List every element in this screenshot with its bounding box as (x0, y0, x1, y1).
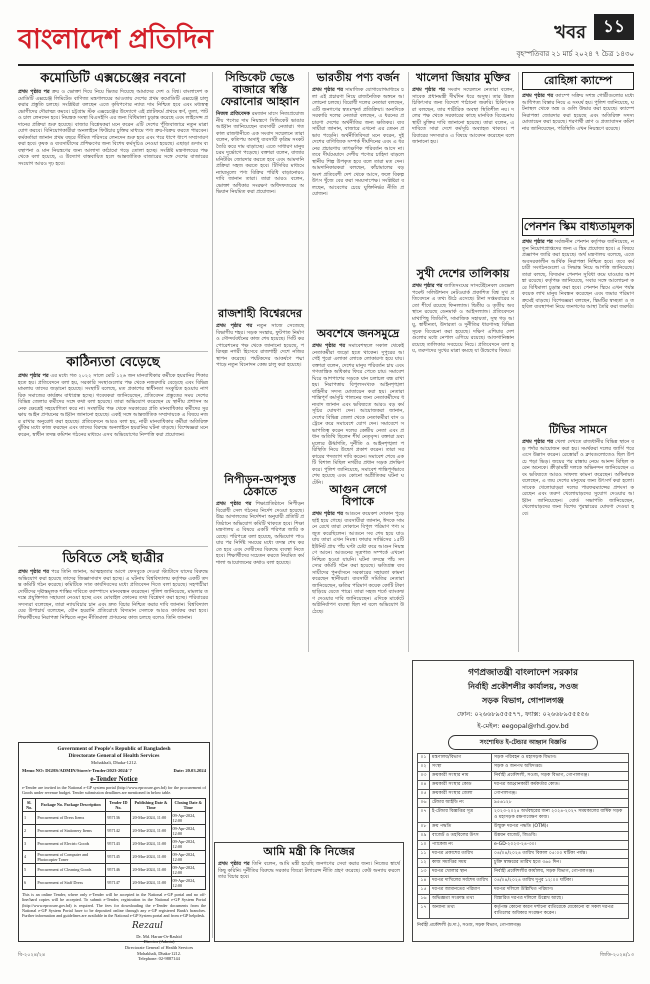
article-happiness[interactable] (412, 268, 514, 652)
notice-gov: গণপ্রজাতন্ত্রী বাংলাদেশ সরকার (468, 668, 578, 678)
cell: ১২ (418, 859, 430, 868)
table-row (418, 808, 629, 823)
article-body (216, 111, 304, 196)
cell: ক্রয়কারী সংস্থার নাম (430, 772, 492, 781)
tender-col-publish: Publishing Date & Time (131, 798, 171, 811)
headline: আমি মন্ত্রী কি নিজের (263, 845, 355, 858)
column-divider (408, 72, 409, 652)
tender-address: Mohakhali, Dhaka-1212. (90, 760, 138, 765)
cell: মন্ত্রণালয়/বিভাগ (430, 754, 492, 763)
newspaper-logo[interactable] (18, 18, 213, 62)
article-text: ক্যাম্পে সক্রিয় সশস্ত্র গোষ্ঠীগুলোর মধ্যে আধিপত্য বিস্তার নিয়ে এ সংঘর্ষ হয়। পুলিশ জানিয়েছে, ঘটনাস্থল থেকে অস্ত্র ও গুলি উদ্ধার করা হয়েছে। ক্যাম্পে নিরাপত্তা জোরদার করা হয়েছে এবং অতিরিক্ত সদস্য মোতায়েন করা হয়েছে। শরণার্থী ত্রাণ ও প্রত্যাবাসন কমিশনার জানিয়েছেন, পরিস্থিতি এখন নিয়ন্ত্রণে রয়েছে। (522, 93, 635, 132)
article-lead: নিজস্ব প্রতিবেদক (216, 111, 250, 118)
tender-memo: Memo NO: DGHS/ADMIN/Store/e-Tender/2023-2024/ 7 (22, 768, 132, 773)
headline: কাঠিন্যতা বেড়েছে (66, 355, 160, 370)
cell: ১০ (418, 841, 430, 850)
article-text: সংবাদ সম্মেলনে নেতারা বলেন, সাবেক প্রধানমন্ত্রী দীর্ঘদিন ধরে অসুস্থ। তার উন্নত চিকিৎসার জন্য বিদেশে পাঠানো জরুরি। চিকিৎসকরা বলছেন, তার শারীরিক অবস্থা স্থিতিশীল নয়। দলের পক্ষ থেকে সরকারের কাছে মানবিক বিবেচনায় স্থায়ী মুক্তির দাবি জানানো হয়েছে। তারা বলেন, এ দাবিতে সারা দেশে কর্মসূচি অব্যাহত থাকবে। পরিবারের সদস্যরাও এ বিষয়ে আবেদন করেছেন বলে জানানো হয়। (412, 87, 514, 146)
column-divider (308, 72, 309, 652)
article-body (216, 323, 304, 369)
cell: ০৪/০৪/২০২৪ তারিখ দুপুর ১২:০০ ঘটিকা। (492, 877, 629, 886)
cell: ক্রয়কারী সংস্থার জেলা (430, 790, 492, 799)
tender-col-id: Tender ID No. (106, 798, 131, 811)
article-text: জাতিসংঘের সাসটেইনেবল ডেভেলপমেন্ট সলিউশনস নেটওয়ার্ক প্রকাশিত বিশ্ব সুখ প্রতিবেদনে এ তথ্য উঠে এসেছে। টানা সপ্তমবারের মতো শীর্ষে রয়েছে ফিনল্যান্ড। দ্বিতীয় ও তৃতীয় অবস্থানে রয়েছে ডেনমার্ক ও আইসল্যান্ড। প্রতিবেদনে মাথাপিছু জিডিপি, সামাজিক সহায়তা, সুস্থ গড় আয়ু, স্বাধীনতা, উদারতা ও দুর্নীতির ধারণাসহ বিভিন্ন সূচক বিবেচনা করা হয়েছে। দক্ষিণ এশিয়ার দেশগুলোর মধ্যে নেপাল এগিয়ে রয়েছে। আফগানিস্তান রয়েছে তালিকার সবচেয়ে নিচে। প্রতিবেদনে বলা হয়, তরুণদের সুখের মাত্রা কমছে যা উদ্বেগের বিষয়। (412, 283, 514, 355)
cell: অভিজ্ঞতা সংক্রান্ত তথ্য (430, 895, 492, 904)
article-text: খেলা দেখতে রাজধানীর বিভিন্ন স্থানে বড় পর্দার আয়োজন করা হয়। সমর্থকরা দলের জার্সি পরে এসে উল্লাস করেন। রেস্তোরাঁ ও ক্লাবগুলোতেও ছিল উপচে পড়া ভিড়। জয়ের পর রাস্তায় নেমে আনন্দ মিছিল করেন অনেকে। ক্রীড়ামন্ত্রী দলকে অভিনন্দন জানিয়েছেন এবং ভবিষ্যতে আরও সাফল্য কামনা করেছেন। অধিনায়ক বলেছেন, এ জয় দেশের মানুষের জন্য উৎসর্গ করা হলো। সাবেক খেলোয়াড়রা দলের পারফরম্যান্সের প্রশংসা করেছেন এবং তরুণ খেলোয়াড়দের সুযোগ দেওয়ার আহ্বান জানিয়েছেন। বোর্ড সভাপতি জানিয়েছেন, খেলোয়াড়দের জন্য বিশেষ পুরস্কারের ঘোষণা দেওয়া হবে। (522, 439, 635, 517)
tender-col-package: Package No. Package Description (36, 798, 106, 811)
cell: ০৭ (418, 808, 430, 823)
article-fire[interactable] (312, 484, 404, 652)
article-rajshahi[interactable] (216, 308, 304, 468)
table-row (23, 876, 206, 889)
cell: 20-Mar-2024, 11:00 (131, 863, 171, 876)
table-row (418, 850, 629, 859)
cell: 957145 (106, 850, 131, 863)
cell: 957146 (106, 863, 131, 876)
cell: ১৩ (418, 868, 430, 877)
cell: ০৮ (418, 823, 430, 832)
article-syndicate[interactable] (216, 72, 304, 302)
cell: Procurement of Stationery Items (36, 824, 106, 837)
article-hardship[interactable] (18, 356, 208, 542)
cell: দরপত্র দাখিলের সর্বশেষ তারিখ (430, 877, 492, 886)
table-row (418, 772, 629, 781)
article-student-db[interactable] (18, 552, 208, 737)
cell: e-GD-২০২৩-২৪-৩০। (492, 841, 629, 850)
dateline: বৃহস্পতিবার ২১ মার্চ ২০২৪ ৭ চৈত্র ১৪৩০ (516, 50, 634, 58)
signer-name: Dr. Md. Harun-Or-Rashid (136, 933, 182, 939)
article-lead: প্রথম পৃষ্ঠার পর (216, 501, 252, 508)
column-divider (212, 72, 213, 938)
article-lead: প্রথম পৃষ্ঠার পর (216, 323, 253, 330)
cell: 4 (23, 850, 36, 863)
cell: ০৪ (418, 781, 430, 790)
signer-org: Directorate General of Health Services (124, 945, 194, 951)
table-row (418, 799, 629, 808)
cell: বাজেট ও তহবিলের উৎস (430, 832, 492, 841)
cell: 09-Apr-2024, 12:00 (171, 850, 205, 863)
table-row (418, 859, 629, 868)
cell: দরপত্র জামানতের পরিমাণ (430, 886, 492, 895)
table-row (418, 832, 629, 841)
cell: গোপালগঞ্জ। (492, 790, 629, 799)
page-footer (18, 952, 634, 960)
cell: 5 (23, 863, 36, 876)
table-row (23, 837, 206, 850)
cell: কাজ সমাপ্তির সময় (430, 859, 492, 868)
section-name: খবর (554, 22, 586, 43)
cell: ০৪/০৪/২০২৪ তারিখ বিকাল ০৫:০০ ঘটিকা পর্যন্ত। (492, 850, 629, 859)
cell: ১৫ (418, 886, 430, 895)
headline: কমোডিটি এক্সচেঞ্জের নবনো (40, 71, 186, 86)
table-row (418, 823, 629, 832)
cell: ক্রয়কারী সংস্থার কোড (430, 781, 492, 790)
cell: ০৩ (418, 772, 430, 781)
headline: রাজশাহী বিশ্বেরদের (218, 307, 302, 320)
article-harassment[interactable] (216, 474, 304, 652)
tender-date: Date: 20.03.2024 (173, 768, 206, 773)
cell: টেন্ডার আইডি নং (430, 799, 492, 808)
headline: ভারতীয় পণ্য বর্জন (316, 71, 400, 84)
article-divider (18, 351, 208, 352)
signer-address: Mohakhali, Dhaka-1212. (136, 950, 182, 956)
notice-division: সড়ক বিভাগ, গোপালগঞ্জ (481, 696, 565, 705)
article-text: সামাজিক যোগাযোগমাধ্যমে চলা এই প্রচারণা নিয়ে রাজনৈতিক অঙ্গনে আলোচনা চলছে। বিরোধী দলের নেতারা বলছেন, এটি জনগণের স্বতঃস্ফূর্ত প্রতিক্রিয়া। অন্যদিকে সরকারি দলের নেতারা বলছেন, এ ধরনের প্রচারণা দেশের অর্থনীতির জন্য ক্ষতিকর। ব্যবসায়ীরা জানান, বাজারে এখনো এর তেমন প্রভাব পড়েনি। অর্থনীতিবিদরা মনে করেন, দুই দেশের বাণিজ্যিক সম্পর্ক দীর্ঘদিনের এবং এ ধরনের প্রচারণায় তাৎক্ষণিক পরিবর্তন আসে না। তবে দীর্ঘমেয়াদে দেশীয় পণ্যের চাহিদা বাড়লে স্থানীয় শিল্প উপকৃত হবে বলে তারা মত দেন। আমদানিকারকরা বলছেন, কাঁচামালের বড় অংশ প্রতিবেশী দেশ থেকে আসে, ফলে বিকল্প উৎস খুঁজে বের করা সময়সাপেক্ষ। সংশ্লিষ্টরা বলছেন, আবেগের চেয়ে যুক্তিনির্ভর নীতি প্রয়োজন। (312, 87, 404, 198)
article-minister[interactable] (214, 842, 404, 942)
cell: Procurement of Staff Dress (36, 876, 106, 889)
tender-table (22, 798, 206, 890)
article-text: এর মধ্যে গত ২০২২ সালে মোট ১২৬ জন মানবাধিকার কর্মীকে হয়রানির শিকার হতে হয়। প্রতিবেদনে বলা হয়, সরকারি সংস্থাগুলোর পক্ষ থেকে নজরদারি বেড়েছে এবং বিভিন্ন মামলায় তাদের জড়ানো হয়েছে। সংস্থাটি বলেছে, মত প্রকাশের স্বাধীনতা সংকুচিত হওয়ায় নাগরিক সমাজের কার্যক্রম বাধাগ্রস্ত হচ্ছে। গবেষকরা জানিয়েছেন, প্রতিবেদন প্রস্তুতের সময় দেশের বিভিন্ন জেলার কর্মীদের সঙ্গে কথা বলা হয়েছে। তারা অভিযোগ করেছেন যে স্থানীয় প্রশাসন অনেক ক্ষেত্রেই সহযোগিতা করে না। সংস্থাটির পক্ষ থেকে সরকারের প্রতি মানবাধিকার কর্মীদের সুরক্ষায় আইন প্রণয়নের আহ্বান জানানো হয়েছে। একই সঙ্গে আন্তর্জাতিক সম্প্রদায়কে এ বিষয়ে নজর রাখার অনুরোধ করা হয়েছে। প্রতিবেদনে আরও বলা হয়, নারী মানবাধিকার কর্মীরা অতিরিক্ত ঝুঁকির মধ্যে কাজ করছেন এবং তাদের বিরুদ্ধে অনলাইনে হয়রানির ঘটনা বাড়ছে। বিশেষজ্ঞরা মনে করেন, স্বাধীন তদন্ত কমিশন গঠনের মাধ্যমে এসব অভিযোগের নিষ্পত্তি করা প্রয়োজন। (18, 373, 208, 438)
cell: 09-Apr-2024, 12:00 (171, 876, 205, 889)
cell: 09-Apr-2024, 12:00 (171, 824, 205, 837)
government-tender-notice[interactable] (412, 660, 634, 942)
cell: 957147 (106, 876, 131, 889)
cell: ১৪ (418, 877, 430, 886)
tender-title: e-Tender Notice (90, 775, 138, 783)
headline: রোহিঙ্গা ক্যাম্পে (522, 72, 634, 90)
article-body (522, 93, 634, 132)
table-row (418, 790, 629, 799)
cell: 09-Apr-2024, 12:00 (171, 837, 205, 850)
headline: সিন্ডিকেট ভেঙে বাজারে স্বস্তি ফেরানোর আহ্বান (220, 71, 300, 109)
article-lead: প্রথম পৃষ্ঠার পর (312, 511, 343, 518)
article-lead: প্রথম পৃষ্ঠার পর (412, 87, 445, 94)
cell: উন্নয়ন বাজেট, জিওবি। (492, 832, 629, 841)
article-text: নতুন সাজে সেজেছে বিভাগীয় শহর। সড়ক সংস্কার, ফুটপাত নির্মাণ ও সৌন্দর্যবর্ধনের কাজ শেষ হয়েছে। সিটি করপোরেশনের পক্ষ থেকে জানানো হয়েছে, পরিচ্ছন্ন নগরী হিসেবে রাজশাহী দেশে নজির স্থাপন করেছে। পর্যটকদের আকর্ষণে পদ্মা পাড়ে নতুন বিনোদন কেন্দ্র চালু করা হয়েছে। (216, 323, 304, 369)
footer-left: বি-২০২৪/২৪ (18, 952, 46, 958)
cell: প্যাকেজ নং (430, 841, 492, 850)
article-body (216, 501, 304, 566)
table-row (418, 895, 629, 904)
page-number: ১১ (594, 14, 634, 40)
article-lead: প্রথম পৃষ্ঠার পর (522, 439, 554, 446)
article-text: ক্রয় ও ভোক্তা দিয়ে নিয়ে ভিতর দিয়েছে আমাদের দেশ ও বিশ্ব। বাংলাদেশ কমোডিটি এক্সচেঞ্জ লিমিটেড বাণিজ্য মন্ত্রণালয়ের আওতায় দেশের প্রথম কমোডিটি এক্সচেঞ্জ চালু করার প্রস্তুতি চলছে। সংশ্লিষ্টরা বলছেন এতে কৃষিপণ্যের ন্যায্য দাম নিশ্চিত হবে এবং মধ্যস্বত্বভোগীদের দৌরাত্ম্য কমবে। চট্টগ্রাম স্টক এক্সচেঞ্জের উদ্যোগে এই প্ল্যাটফর্মে প্রথমে স্বর্ণ, তুলা, পাট ও চাল লেনদেন হবে। নিয়ন্ত্রক সংস্থা বিএসইসি এর জন্য বিধিমালা চূড়ান্ত করেছে এবং লাইসেন্স প্রদানের প্রক্রিয়া শুরু হয়েছে। বাজার বিশ্লেষকরা মনে করেন এটি দেশের পুঁজিবাজারে নতুন মাত্রা যোগ করবে। বিনিয়োগকারীরা অনলাইনে ফিউচার চুক্তির মাধ্যমে পণ্য ক্রয়-বিক্রয় করতে পারবেন। কর্মকর্তারা জানান প্রথম বছরে সীমিত পরিসরে লেনদেন শুরু হবে এবং পরে ধাপে ধাপে সম্প্রসারণ করা হবে। কৃষক ও ব্যবসায়ীদের প্রশিক্ষণের জন্য বিশেষ কর্মসূচিও নেওয়া হয়েছে। এছাড়া গুদাম ব্যবস্থাপনা ও মান নিয়ন্ত্রণের জন্য আলাদা কাঠামো গড়ে তোলা হচ্ছে। সংশ্লিষ্ট মন্ত্রণালয়ের পক্ষ থেকে বলা হয়েছে, এ উদ্যোগ বাস্তবায়িত হলে আন্তর্জাতিক বাজারের সঙ্গে দেশের বাজারের সংযোগ আরও দৃঢ় হবে। (18, 89, 208, 167)
cell: দরপত্র দলিলে উল্লিখিত পরিমাণ। (492, 886, 629, 895)
table-row (418, 754, 629, 763)
table-row (418, 781, 629, 790)
cell: ০১ (418, 754, 430, 763)
cell: ০৬ (418, 799, 430, 808)
cell: সড়ক ও জনপথ অধিদপ্তর। (492, 763, 629, 772)
table-row (418, 904, 629, 919)
cell: অন্যান্য তথ্য (430, 904, 492, 919)
headline: টিভির সামনে (549, 423, 607, 436)
tender-col-sl: Sl. No. (23, 798, 36, 811)
cell: ৯৫৬১২৮ (492, 799, 629, 808)
cell: বিস্তারিত দরপত্র দলিলে উল্লেখ আছে। (492, 895, 629, 904)
masthead (18, 8, 634, 66)
table-row (418, 877, 629, 886)
headline: অবশেষে জনসমুদ্রে (316, 327, 400, 340)
article-rohingya[interactable] (522, 72, 634, 212)
article-text: তিনি বলেন, আমি মন্ত্রী হয়েছি জনগণের সেবা করার জন্য। নিজের স্বার্থে কিছু করিনি। দুর্নীতির বিরুদ্ধে সরকার জিরো টলারেন্স নীতি গ্রহণ করেছে। কেউ অন্যায় করলে তার বিচার হবে। (218, 861, 400, 881)
cell: 957142 (106, 824, 131, 837)
article-body (18, 373, 208, 438)
cell: 1 (23, 811, 36, 824)
cell: দরপত্র প্রকাশের তারিখ (430, 850, 492, 859)
headline: আগুন লেগে বিপাকে (329, 483, 387, 509)
cell: ২০২৩-২০২৪ অর্থবছরের জন্য ২০২৪-২০২৭ সময়কালের বার্ষিক সড়ক ও মহাসড়ক রক্ষণাবেক্ষণ কাজ। (492, 808, 629, 823)
cell: 957136 (106, 811, 131, 824)
cell: নির্বাহী প্রকৌশলীর কার্যালয়, সড়ক বিভাগ, গোপালগঞ্জ। (492, 868, 629, 877)
cell: 957143 (106, 837, 131, 850)
article-text: রমজান মাসে নিত্যপ্রয়োজনীয় পণ্যের দাম নিয়ন্ত্রণে সিন্ডিকেট ভাঙার আহ্বান জানিয়েছেন ব্যবসায়ী নেতারা। গতকাল রাজধানীতে এক সংবাদ সম্মেলনে তারা বলেন, কতিপয় অসাধু ব্যবসায়ী কৃত্রিম সংকট তৈরি করে দাম বাড়াচ্ছে। এতে সাধারণ মানুষ চরম দুর্ভোগে পড়েছে। বক্তারা বলেন, বাজার মনিটরিং জোরদার করতে হবে এবং আমদানি প্রক্রিয়া সহজ করতে হবে। টিসিবির মাধ্যমে ন্যায্যমূল্যে পণ্য বিক্রির পরিধি বাড়ানোরও দাবি জানান তারা। তারা আরও বলেন, ভোক্তা অধিকার সংরক্ষণ অধিদফতরের অভিযান নিয়মিত করা প্রয়োজন। (216, 111, 304, 196)
article-boycott[interactable] (312, 72, 404, 322)
article-rally[interactable] (312, 327, 404, 486)
article-body (18, 569, 208, 621)
article-lead: প্রথম পৃষ্ঠার পর (312, 87, 343, 94)
table-row (418, 841, 629, 850)
cell: চুক্তি স্বাক্ষরের তারিখ হতে ৩৬৫ দিন। (492, 859, 629, 868)
article-lead: প্রথম পৃষ্ঠার পর (18, 569, 50, 576)
notice-badge: সংশোধিত ই-টেন্ডার আহ্বান বিজ্ঞপ্তি (448, 735, 598, 750)
table-row (418, 763, 629, 772)
article-body (312, 511, 404, 615)
cell: Procurement of Computer and Photocopier Toner (36, 850, 106, 863)
cell: 6 (23, 876, 36, 889)
article-body (412, 87, 514, 146)
cell: Procurement of Electric Goods (36, 837, 106, 850)
headline: পেনশন স্কিম বাধ্যতামূলক (522, 218, 634, 236)
cell: ০২ (418, 763, 430, 772)
cell: ০৫ (418, 790, 430, 799)
notice-table (417, 753, 629, 919)
article-khaleda[interactable] (412, 72, 514, 262)
cell: 09-Apr-2024, 12:00 (171, 811, 205, 824)
headline: খালেদা জিয়ার মুক্তির (415, 71, 511, 84)
cell: ০৯ (418, 832, 430, 841)
article-body (218, 861, 400, 881)
article-text: সর্বজনীন পেনশন কর্তৃপক্ষ জানিয়েছে, নতুন নিয়োগপ্রাপ্তদের জন্য এ স্কিম প্রযোজ্য হবে। এ বিষয়ে প্রজ্ঞাপন জারি করা হয়েছে। অর্থ মন্ত্রণালয় বলেছে, এতে অবসরকালীন আর্থিক নিরাপত্তা নিশ্চিত হবে। তবে কর্মচারী সংগঠনগুলো এ সিদ্ধান্ত নিয়ে আপত্তি জানিয়েছে। তারা বলছে, বিদ্যমান পেনশন সুবিধা কমে যাওয়ার আশঙ্কা রয়েছে। কর্তৃপক্ষ জানিয়েছে, সবার সঙ্গে আলোচনা করে বিধিমালা চূড়ান্ত করা হবে। পেনশন স্কিমে এখন পর্যন্ত কয়েক লাখ মানুষ নিবন্ধন করেছেন এবং জমার পরিমাণ ক্রমেই বাড়ছে। বিশেষজ্ঞরা বলছেন, স্কিমটির স্বচ্ছতা ও তহবিল ব্যবস্থাপনা নিয়ে জনগণের আস্থা তৈরি করা জরুরি। (522, 239, 635, 311)
table-row (418, 868, 629, 877)
article-lead: প্রথম পৃষ্ঠার পর (522, 239, 553, 246)
article-body (522, 439, 634, 517)
cell: Procurement of Cleaning Goods (36, 863, 106, 876)
notice-email: ই-মেইল: eegopal@rhd.gov.bd (477, 722, 569, 730)
tender-intro: e-Tender are invited in the National e-GP system portal (http://www.eprocure.gov.bd) for the procurement of Goods under revenue budget. Tender submission deadlines are mentioned in below table. (22, 785, 206, 796)
tender-notes: This is an online Tender, where only e-Tender will be accepted in the National e-GP portal and no off-line/hard copies will be accepted. To submit e-Tender, registration in the National e-GP System Portal (http://www.eprocure.gov.bd) is required. The fees for downloading the e-Tender documents from the National e-GP System Portal have to be deposited online through any e-GP registered Bank's branches. Further information and guidelines are available in the National e-GP System portal and from e-GP helpdesk. (22, 891, 206, 919)
tender-memo-row (22, 768, 206, 773)
article-body (18, 89, 208, 167)
cell: দরপত্র খোলার স্থান (430, 868, 492, 877)
signer-title: Director (Admin) (143, 939, 175, 945)
article-pension[interactable] (522, 218, 634, 418)
article-text: আগুনে কয়েকশ দোকান পুড়ে ছাই হয়ে গেছে। ব্যবসায়ীরা জানান, ঈদকে সামনে রেখে তারা দোকানে বিপুল পরিমাণ পণ্য মজুত করেছিলেন। আগুনে সব শেষ হয়ে যাওয়ায় তারা এখন নিঃস্ব। ফায়ার সার্ভিসের ১৫টি ইউনিট প্রায় পাঁচ ঘণ্টা চেষ্টা করে আগুন নিয়ন্ত্রণে আনে। আগুনের সূত্রপাত সম্পর্কে এখনো নিশ্চিত হওয়া যায়নি। ঘটনা তদন্তে পাঁচ সদস্যের কমিটি গঠন করা হয়েছে। ক্ষতিগ্রস্ত ব্যবসায়ীদের পুনর্বাসনে সরকারের সহায়তা কামনা করেছেন স্থানীয়রা। ব্যবসায়ী সমিতির নেতারা জানিয়েছেন, ক্ষতির পরিমাণ কয়েক কোটি টাকা ছাড়িয়ে যেতে পারে। তারা সহজ শর্তে ব্যাংকঋণ দেওয়ার দাবি জানিয়েছেন। এদিকে মার্কেটে অগ্নিনির্বাপণ ব্যবস্থা ছিল না বলে অভিযোগ উঠেছে। (312, 511, 404, 615)
article-body (312, 87, 404, 198)
cell: নির্বাহী প্রকৌশলী, সওজ, সড়ক বিভাগ, গোপালগঞ্জ। (492, 772, 629, 781)
cell: 20-Mar-2024, 11:00 (131, 824, 171, 837)
article-lead: প্রথম পৃষ্ঠার পর (312, 343, 346, 350)
logo-text: বাংলাদেশ প্রতিদিন (18, 24, 213, 55)
table-row (23, 811, 206, 824)
article-lead: প্রথম পৃষ্ঠার পর (412, 283, 443, 290)
notice-office: নির্বাহী প্রকৌশলীর কার্যালয়, সওজ (467, 682, 579, 691)
table-row (23, 824, 206, 837)
article-lead: প্রথম পৃষ্ঠার পর (18, 373, 49, 380)
footer-right: জিডি-২০২৪/১৩ (600, 952, 634, 958)
article-divider (18, 546, 208, 547)
table-row (23, 850, 206, 863)
signer-phone: Telephone: 02-9887144 (138, 956, 180, 962)
article-text: পরে তিনি জানান, আত্মহত্যার আগে ফেসবুকে দেওয়া স্ট্যাটাসে যাদের বিরুদ্ধে অভিযোগ করা হয়েছে তাদের জিজ্ঞাসাবাদ করা হচ্ছে। এ ঘটনায় বিশ্ববিদ্যালয় কর্তৃপক্ষ একটি তদন্ত কমিটি গঠন করেছে। কমিটিকে সাত কার্যদিবসের মধ্যে প্রতিবেদন দিতে বলা হয়েছে। সহপাঠীরা দোষীদের দৃষ্টান্তমূলক শাস্তির দাবিতে ক্যাম্পাসে মানববন্ধন করেছেন। পুলিশ জানিয়েছে, মামলার তদন্তে প্রযুক্তিগত সহায়তা নেওয়া হচ্ছে এবং মোবাইল ফোনের তথ্য বিশ্লেষণ করা হচ্ছে। পরিবারের সদস্যরা বলেছেন, তারা ন্যায়বিচার চান এবং দ্রুত বিচার নিশ্চিত করার দাবি জানান। বিশ্ববিদ্যালয়ের উপাচার্য বলেছেন, যৌন হয়রানি প্রতিরোধে বিদ্যমান সেলকে আরও কার্যকর করা হবে। শিক্ষার্থীদের নিরাপত্তা নিশ্চিতে নতুন নীতিমালা প্রণয়নের কাজ চলছে বলেও তিনি জানান। (18, 569, 208, 621)
table-row (418, 886, 629, 895)
article-text: সমাবেশস্থলে সকাল থেকেই নেতাকর্মীরা জড়ো হতে থাকেন। দুপুরের আগেই পুরো এলাকা লোকে লোকারণ্য হয়ে যায়। বক্তারা বলেন, দেশের মানুষ পরিবর্তন চায় এবং গণতান্ত্রিক অধিকার ফিরে পেতে চায়। সমাবেশ ঘিরে আশপাশের সড়কে যান চলাচল বন্ধ রাখা হয়। নিরাপত্তায় বিপুলসংখ্যক আইনশৃঙ্খলা বাহিনীর সদস্য মোতায়েন করা হয়। নেতারা শান্তিপূর্ণ কর্মসূচি পালনের জন্য নেতাকর্মীদের ধন্যবাদ জানান এবং ভবিষ্যতে আরও বড় কর্মসূচির ঘোষণা দেন। আয়োজকরা জানান, দেশের বিভিন্ন জেলা থেকে নেতাকর্মীরা বাস ও ট্রেনে করে সমাবেশে যোগ দেন। সমাবেশে সভাপতিত্ব করেন দলের কেন্দ্রীয় নেতা এবং প্রধান অতিথি ছিলেন শীর্ষ নেতৃবৃন্দ। বক্তারা দ্রব্যমূল্যের ঊর্ধ্বগতি, দুর্নীতি ও আইনশৃঙ্খলা পরিস্থিতি নিয়ে উদ্বেগ প্রকাশ করেন। তারা সরকারের পদত্যাগ দাবি করেন। সমাবেশ শেষে একটি বিশাল মিছিল নগরীর প্রধান সড়ক প্রদক্ষিণ করে। পুলিশ জানিয়েছে, সমাবেশ শান্তিপূর্ণভাবে শেষ হয়েছে এবং কোনো অপ্রীতিকর ঘটনা ঘটেনি। (312, 343, 404, 486)
notice-signer: নির্বাহী প্রকৌশলী (চ.দা.), সওজ, সড়ক বিভাগ, গোপালগঞ্জ। (417, 923, 522, 928)
cell: দরপত্র আহ্বানকারী কর্মকর্তার কোড। (492, 781, 629, 790)
article-body (522, 239, 634, 311)
article-body (412, 283, 514, 355)
headline: সুখী দেশের তালিকায় (416, 267, 510, 280)
tender-directorate: Directorate General of Health Services (68, 753, 160, 759)
cell: সড়ক পরিবহন ও মহাসড়ক বিভাগ। (492, 754, 629, 763)
table-row (23, 863, 206, 876)
cell: ১৭ (418, 904, 430, 919)
cell: ই-টেন্ডার বিজ্ঞপ্তির সূত্র (430, 808, 492, 823)
cell: 20-Mar-2024, 11:00 (131, 811, 171, 824)
cell: 20-Mar-2024, 11:00 (131, 837, 171, 850)
cell: 2 (23, 824, 36, 837)
article-tv[interactable] (522, 424, 634, 652)
headline: ডিবিতে সেই ছাত্রীর (62, 551, 164, 566)
cell: কর্তৃপক্ষ কোনো কারণ দর্শানো ব্যতিরেকে যেকোনো বা সকল দরপত্র বাতিলের অধিকার সংরক্ষণ করেন। (492, 904, 629, 919)
cell: সংস্থা (430, 763, 492, 772)
article-lead: প্রথম পৃষ্ঠার পর (18, 89, 50, 96)
signature-mark: Rezaul (132, 920, 163, 931)
article-lead: প্রথম পৃষ্ঠার পর (218, 861, 250, 868)
cell: ক্রয় পদ্ধতি (430, 823, 492, 832)
cell: 09-Apr-2024, 12:00 (171, 863, 205, 876)
cell: 20-Mar-2024, 11:00 (131, 876, 171, 889)
tender-col-closing: Closing Date & Time (171, 798, 205, 811)
article-commodity[interactable] (18, 72, 208, 347)
article-text: শিক্ষাপ্রতিষ্ঠানে নিপীড়নবিরোধী সেল গঠনের নির্দেশ দেওয়া হয়েছে। উচ্চ আদালতের নির্দেশনা অনুযায়ী প্রতিটি প্রতিষ্ঠানে অভিযোগ কমিটি থাকতে হবে। শিক্ষা মন্ত্রণালয় এ বিষয়ে একটি পরিপত্র জারি করেছে। পরিপত্রে বলা হয়েছে, অভিযোগ পাওয়ার পর নির্দিষ্ট সময়ের মধ্যে তদন্ত শেষ করতে হবে এবং দোষীদের বিরুদ্ধে ব্যবস্থা নিতে হবে। শিক্ষার্থীদের সচেতন করতে নিয়মিত কর্মশালা আয়োজনের কথাও বলা হয়েছে। (216, 501, 305, 566)
cell: 20-Mar-2024, 11:00 (131, 850, 171, 863)
notice-contact: ফোন: ০২৬৬৮৯৫৫৫৭৭, ফ্যাক্স: ০২৬৬৮৯৫৫৫৫৬ (457, 710, 589, 718)
article-lead: প্রথম পৃষ্ঠার পর (522, 93, 554, 100)
cell: Procurement of Dress Items (36, 811, 106, 824)
column-divider (518, 72, 519, 652)
article-body (312, 343, 404, 486)
headline: নিপীড়ন-অপসুত্ত ঠেকাতে (224, 473, 296, 499)
tender-gov: Government of People's Republic of Bangladesh (57, 746, 171, 752)
cell: ১১ (418, 850, 430, 859)
cell: ১৬ (418, 895, 430, 904)
cell: 3 (23, 837, 36, 850)
cell: উন্মুক্ত দরপত্র পদ্ধতি (OTM)। (492, 823, 629, 832)
